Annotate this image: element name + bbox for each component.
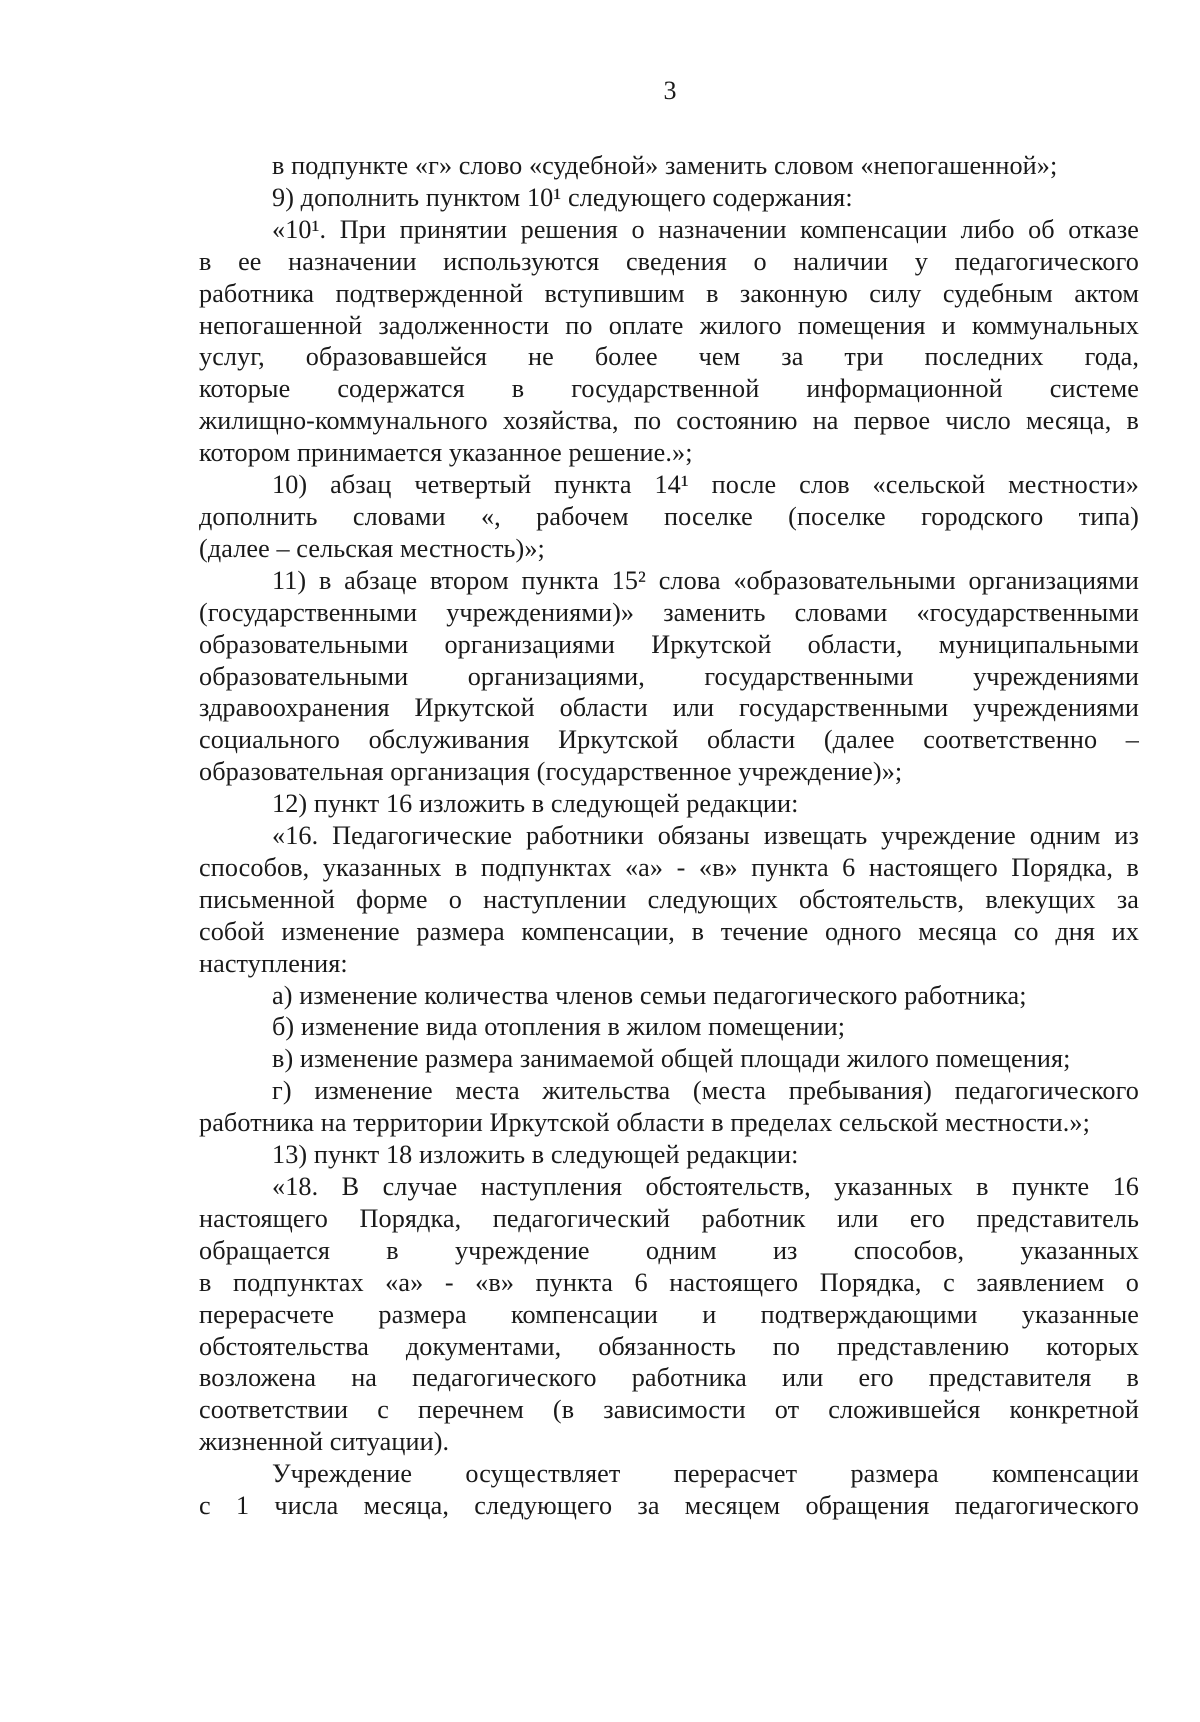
paragraph-line: Учреждение осуществляет перерасчет размера компенсации (272, 1459, 1139, 1489)
paragraph-line: г) изменение места жительства (места пребывания) педагогического (272, 1076, 1139, 1106)
paragraph-line: котором принимается указанное решение.»; (199, 438, 693, 468)
paragraph (199, 182, 1139, 214)
paragraph-line: дополнить словами «, рабочем поселке (поселке городского типа) (199, 501, 1139, 531)
paragraph-line: 9) дополнить пунктом 10¹ следующего содержания: (272, 182, 853, 212)
paragraph-line: 12) пункт 16 изложить в следующей редакции: (272, 789, 799, 819)
paragraph-line: наступления: (199, 948, 348, 978)
paragraph-line: работника подтвержденной вступившим в законную силу судебным актом (199, 278, 1139, 308)
paragraph-line: жилищно-коммунального хозяйства, по состоянию на первое число месяца, в (199, 406, 1139, 436)
paragraph-line: возложена на педагогического работника или его представителя в (199, 1363, 1139, 1393)
paragraph-line: в подпунктe «г» слово «судебной» заменить словом «непогашенной»; (272, 151, 1058, 180)
paragraph-line: здравоохранения Иркутской области или государственными учреждениями (199, 693, 1139, 723)
paragraph-line: социального обслуживания Иркутской области (далее соответственно – (199, 725, 1139, 755)
paragraph-line: образовательная организация (государственное учреждение)»; (199, 757, 903, 787)
paragraph (199, 150, 1139, 182)
paragraph (199, 469, 1139, 565)
paragraph-line: «16. Педагогические работники обязаны извещать учреждение одним из (272, 821, 1139, 851)
paragraph-line: в подпунктах «а» - «в» пункта 6 настоящего Порядка, с заявлением о (199, 1267, 1139, 1297)
paragraph (199, 1171, 1139, 1458)
paragraph (199, 980, 1139, 1012)
paragraph-line: жизненной ситуации). (199, 1427, 450, 1457)
paragraph-line: способов, указанных в подпунктах «а» - «в» пункта 6 настоящего Порядка, в (199, 852, 1139, 882)
paragraph-line: 10) абзац четвертый пункта 14¹ после слов «сельской местности» (272, 470, 1139, 500)
paragraph-line: 13) пункт 18 изложить в следующей редакции: (272, 1140, 799, 1170)
paragraph-line: образовательными организациями, государственными учреждениями (199, 661, 1139, 691)
paragraph-line: (государственными учреждениями)» заменить словами «государственными (199, 597, 1139, 627)
paragraph-line: услуг, образовавшейся не более чем за три последних года, (199, 342, 1139, 372)
paragraph-line: образовательными организациями Иркутской области, муниципальными (199, 629, 1139, 659)
paragraph (199, 1458, 1139, 1522)
paragraph (199, 788, 1139, 820)
paragraph-line: перерасчете размера компенсации и подтверждающими указанные (199, 1299, 1139, 1329)
paragraph (199, 1139, 1139, 1171)
paragraph-line: 11) в абзаце втором пункта 15² слова «образовательными организациями (272, 565, 1139, 595)
paragraph-line: с 1 числа месяца, следующего за месяцем обращения педагогического (199, 1491, 1139, 1521)
paragraph (199, 1075, 1139, 1139)
paragraph-line: непогашенной задолженности по оплате жилого помещения и коммунальных (199, 310, 1139, 340)
paragraph-line: письменной форме о наступлении следующих обстоятельств, влекущих за (199, 884, 1139, 914)
paragraph-line: а) изменение количества членов семьи педагогического работника; (272, 980, 1027, 1010)
paragraph-line: в) изменение размера занимаемой общей площади жилого помещения; (272, 1044, 1071, 1074)
paragraph-line: обстоятельства документами, обязанность по представлению которых (199, 1331, 1139, 1361)
paragraph-line: соответствии с перечнем (в зависимости от сложившейся конкретной (199, 1395, 1139, 1425)
paragraph-line: которые содержатся в государственной информационной системе (199, 374, 1139, 404)
document-body (199, 150, 1139, 1522)
paragraph-line: б) изменение вида отопления в жилом помещении; (272, 1012, 846, 1042)
paragraph-line: обращается в учреждение одним из способов, указанных (199, 1235, 1139, 1265)
paragraph-line: (далее – сельская местность)»; (199, 533, 545, 563)
paragraph-line: работника на территории Иркутской области в пределах сельской местности.»; (199, 1108, 1090, 1138)
paragraph (199, 565, 1139, 788)
paragraph-line: «18. В случае наступления обстоятельств, указанных в пункте 16 (272, 1172, 1139, 1201)
paragraph (199, 820, 1139, 980)
page-number: 3 (663, 76, 677, 105)
paragraph (199, 1043, 1139, 1075)
paragraph (199, 214, 1139, 469)
paragraph (199, 1011, 1139, 1043)
paragraph-line: настоящего Порядка, педагогический работник или его представитель (199, 1203, 1139, 1233)
paragraph-line: «10¹. При принятии решения о назначении компенсации либо об отказе (272, 214, 1139, 244)
paragraph-line: в ее назначении используются сведения о наличии у педагогического (199, 246, 1139, 276)
paragraph-line: собой изменение размера компенсации, в течение одного месяца со дня их (199, 916, 1139, 946)
